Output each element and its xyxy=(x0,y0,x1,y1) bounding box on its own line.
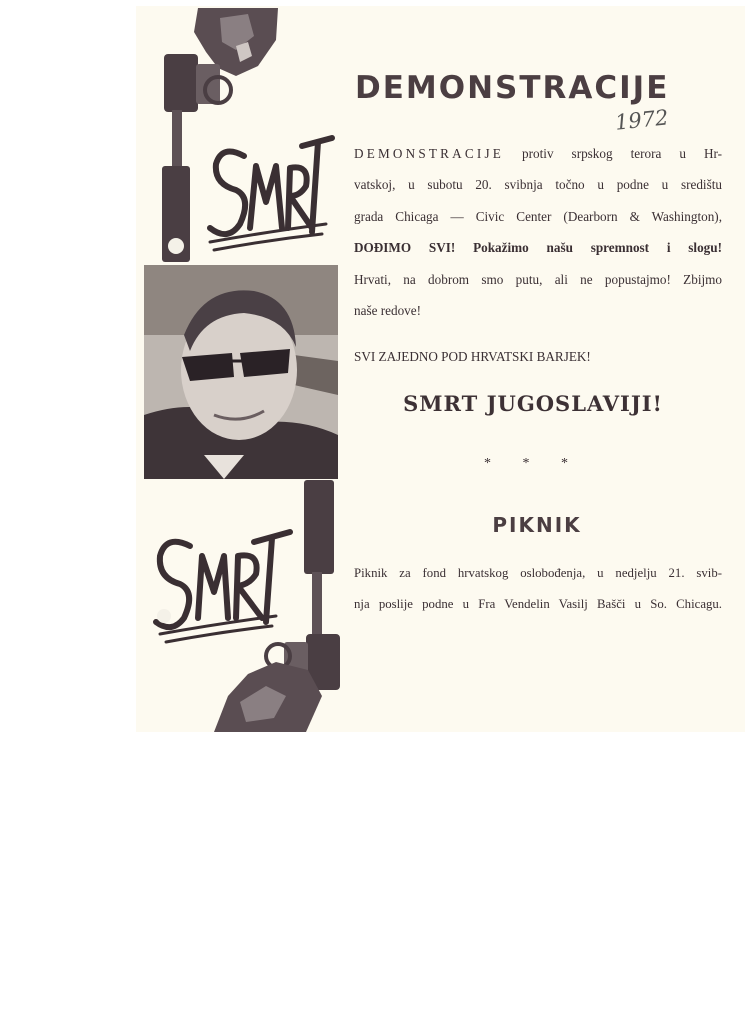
text-column xyxy=(353,6,745,732)
paragraph-line: vatskoj, u subotu 20. svibnja točno u podne u središtu xyxy=(354,177,722,193)
bottom-hand-icon xyxy=(214,662,322,732)
paragraph-lead-word: DEMONSTRACIJE xyxy=(354,146,505,161)
left-graphic-column xyxy=(136,6,346,732)
page-title: DEMONSTRACIJE xyxy=(355,70,670,106)
piknik-title: PIKNIK xyxy=(492,513,582,537)
bottom-revolver-icon xyxy=(266,480,340,690)
piknik-line: Piknik za fond hrvatskog oslobođenja, u nedjelju 21. svib- xyxy=(354,566,722,580)
top-smrt-lettering xyxy=(210,138,332,250)
paragraph-line xyxy=(354,138,722,169)
handwritten-year: 1972 xyxy=(613,105,670,135)
piknik-line: nja poslije podne u Fra Vendelin Vasilj Bašči u So. Chicagu. xyxy=(354,597,722,611)
paragraph-line: naše redove! xyxy=(354,303,421,319)
paragraph-line: grada Chicaga — Civic Center (Dearborn & Washington), xyxy=(354,208,722,224)
slogan: SMRT JUGOSLAVIJI! xyxy=(403,391,663,416)
bottom-smrt-lettering xyxy=(156,532,290,642)
separator-stars: * * * xyxy=(484,456,582,471)
portrait-photo xyxy=(144,265,338,479)
piknik-paragraph xyxy=(354,558,722,620)
paragraph-line: DOĐIMO SVI! Pokažimo našu spremnost i slogu! xyxy=(354,240,722,256)
paragraph-line: Hrvati, na dobrom smo putu, ali ne popustajmo! Zbijmo xyxy=(354,271,722,287)
barjek-line: SVI ZAJEDNO POD HRVATSKI BARJEK! xyxy=(354,349,591,364)
flyer-sheet xyxy=(136,6,745,732)
paragraph-line-text: protiv srpskog terora u Hr- xyxy=(504,146,722,161)
demonstration-paragraph xyxy=(354,138,722,326)
